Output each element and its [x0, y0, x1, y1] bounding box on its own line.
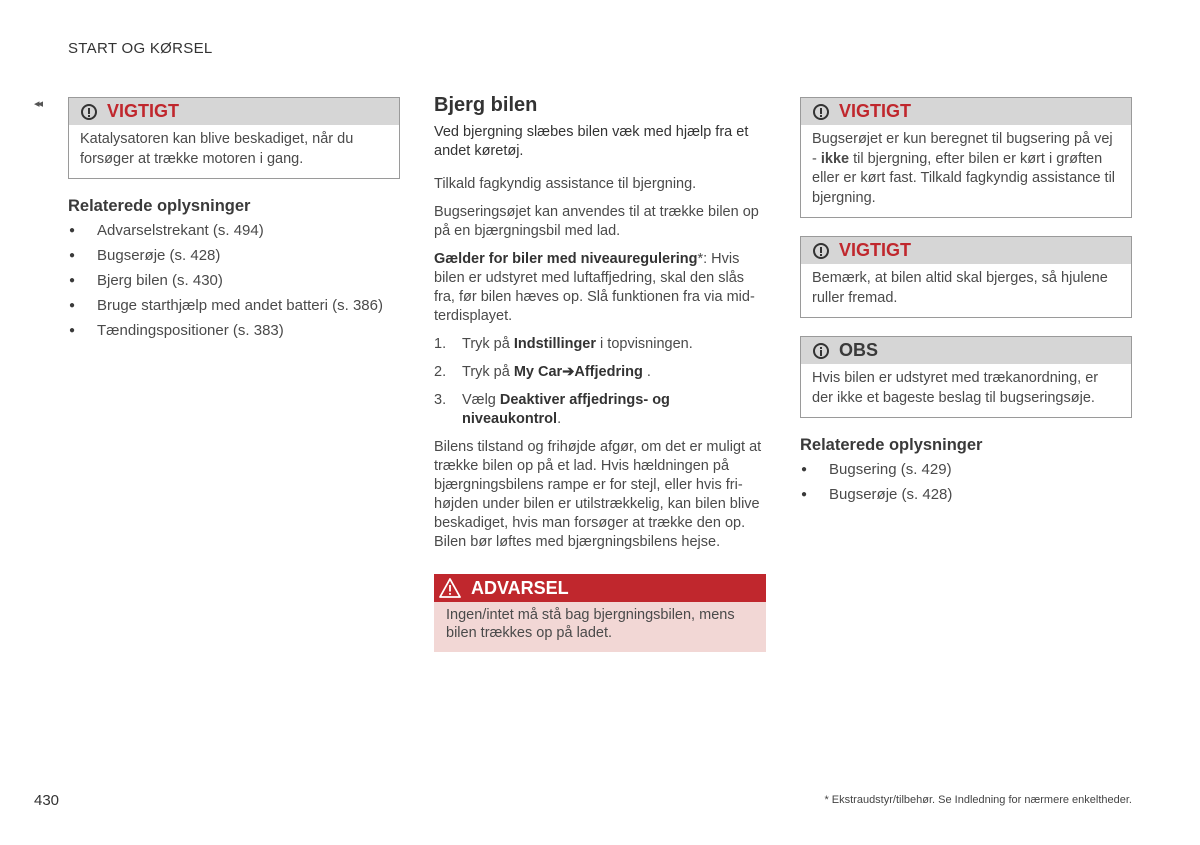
related-link-towing-eye[interactable]: ● Bugserøje (s. 428) [800, 482, 1132, 507]
step-item [434, 335, 766, 354]
related-info-title: Relaterede oplysninger [68, 197, 251, 215]
important-box-text: Katalysatoren kan blive beskadiget, når du forsøger at trække motoren i gang. [80, 131, 354, 167]
warning-box [434, 574, 766, 652]
exclamation-icon [81, 104, 97, 120]
important-box-catalyst [68, 97, 400, 179]
step-text: Vælg Deaktiver affjedrings- og niveaukontrol. [462, 392, 670, 427]
important-box-header [801, 98, 1131, 125]
important-box-text: Bemærk, at bilen altid skal bjerges, så hjulene ruller fremad. [812, 270, 1108, 306]
menu-label-settings: Indstillinger [513, 336, 597, 352]
important-box-text: Bugserøjet er kun beregnet til bugsering på vej - ikke til bjergning, efter bilen er kørt i grøften eller er kørt fast. Tilkald fagkyndig assistance til bjergning. [812, 131, 1116, 206]
arrow-right-icon: ➔ [562, 364, 575, 380]
related-link-towing[interactable]: ● Bugsering (s. 429) [800, 457, 1132, 482]
menu-label-my-car: My Car [513, 364, 563, 380]
info-icon [813, 343, 829, 359]
related-link-jump-start[interactable]: ● Bruge starthjælp med andet batteri (s. 386) [68, 293, 400, 318]
warning-box-header [434, 574, 766, 602]
important-box-header [69, 98, 399, 125]
section-title: START OG KØRSEL [68, 40, 213, 57]
note-box [800, 336, 1132, 418]
step-number: 3. [434, 392, 447, 408]
related-link-towing-eye[interactable]: ● Bugserøje (s. 428) [68, 243, 400, 268]
related-info-list [800, 457, 1132, 507]
emphasis-not: ikke [820, 150, 850, 167]
continued-arrows-icon: ◂◂ [34, 98, 42, 110]
exclamation-icon [813, 243, 829, 259]
step-text: Tryk på My Car➔Affjedring . [462, 364, 651, 380]
important-box-title: VIGTIGT [839, 240, 911, 260]
warning-box-title: ADVARSEL [471, 577, 569, 598]
article-title: Bjerg bilen [434, 94, 538, 116]
related-info-title: Relaterede oplysninger [800, 436, 983, 454]
page-number: 430 [34, 792, 60, 809]
note-box-header [801, 337, 1131, 364]
paragraph-condition: Bilens tilstand og frihøjde afgør, om det er muligt at trække bilen op på et lad. Hvis hældningen på bjærgningsbilens rampe er for stejl, eller hvis frihøjden under bilen er utilstrækkelig, kan bilen blive beskadiget, hvis man forsøger at trække den op. Bilen bør løftes med bjærgningsbilens hejse. [434, 439, 762, 550]
level-control-heading: Gælder for biler med niveauregulering [434, 251, 698, 267]
step-text: Tryk på Indstillinger i topvisningen. [462, 336, 693, 352]
paragraph-towing-eye: Bugseringsøjet kan anvendes til at trække bilen op på en bjærgningsbil med lad. [434, 204, 759, 239]
paragraph-assistance: Tilkald fagkyndig assistance til bjergning. [434, 176, 697, 192]
important-box-title: VIGTIGT [107, 101, 179, 121]
important-box-towing-eye [800, 97, 1132, 218]
related-link-warning-triangle[interactable]: ● Advarselstrekant (s. 494) [68, 218, 400, 243]
important-box-header [801, 237, 1131, 264]
warning-box-text: Ingen/intet må stå bag bjergningsbilen, mens bilen trækkes op på ladet. [446, 607, 735, 641]
step-number: 2. [434, 364, 447, 380]
steps-list [434, 335, 766, 429]
important-box-wheels [800, 236, 1132, 318]
note-box-title: OBS [839, 340, 879, 360]
note-box-text: Hvis bilen er udstyret med trækanordning, er der ikke et bageste beslag til bugseringsøje. [812, 370, 1099, 406]
left-column [68, 97, 400, 343]
right-column [800, 97, 1132, 507]
step-item [434, 391, 766, 429]
paragraph-level-control [434, 250, 766, 326]
warning-triangle-icon [439, 578, 461, 598]
level-control-text: *: Hvis bilen er udstyret med luftaffjedring, skal den slås fra, før bilen hæves op. Slå funktionen fra via midterdisplayet. [434, 251, 755, 324]
step-item [434, 363, 766, 382]
related-link-ignition-positions[interactable]: ● Tændingspositioner (s. 383) [68, 318, 400, 343]
related-info-list [68, 218, 400, 343]
menu-label-suspension: Affjedring [574, 364, 643, 380]
middle-column [434, 94, 766, 652]
important-box-title: VIGTIGT [839, 101, 911, 121]
menu-label-deactivate: Deaktiver affjedrings- og niveaukontrol [462, 392, 670, 427]
step-number: 1. [434, 336, 447, 352]
related-link-recover-car[interactable]: ● Bjerg bilen (s. 430) [68, 268, 400, 293]
article-lead: Ved bjergning slæbes bilen væk med hjælp fra et andet køretøj. [434, 124, 749, 159]
footnote: * Ekstraudstyr/tilbehør. Se Indledning for nærmere enkeltheder. [824, 794, 1132, 806]
exclamation-icon [813, 104, 829, 120]
